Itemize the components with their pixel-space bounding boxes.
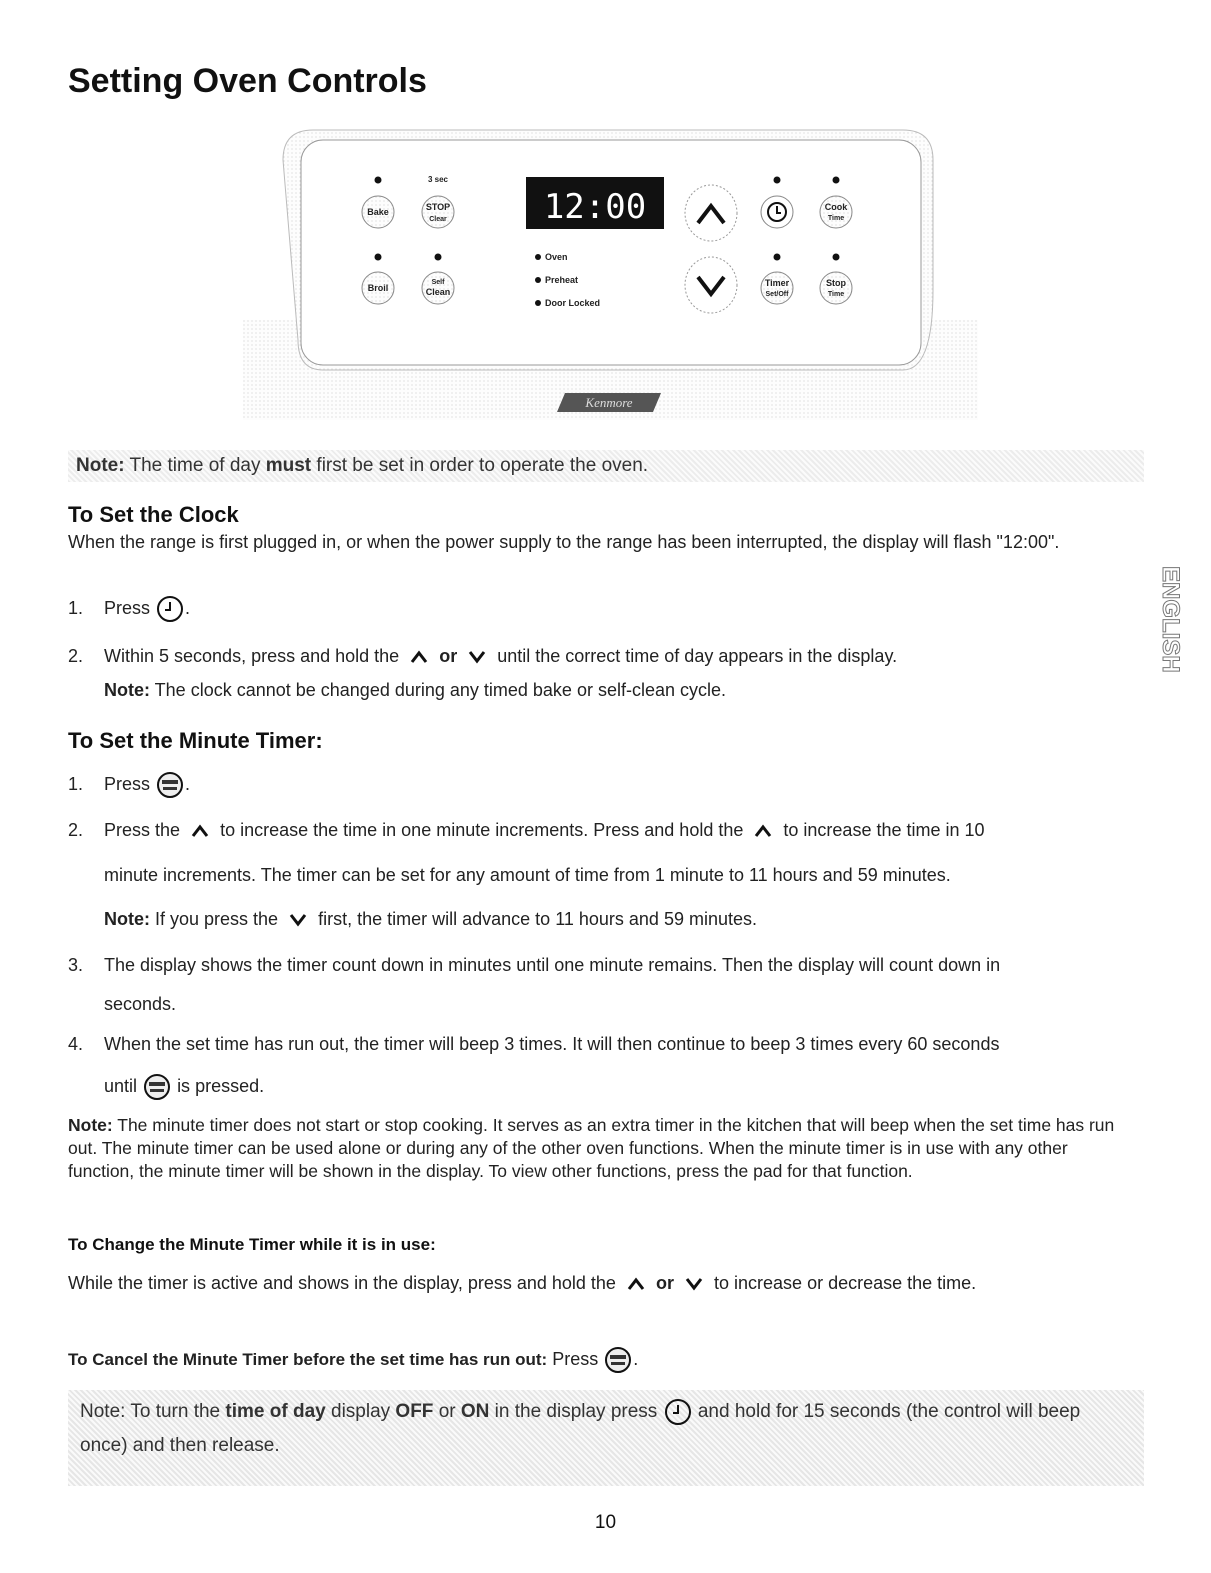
stop-time-key-label-2: Time <box>827 291 845 298</box>
page-number: 10 <box>594 1512 617 1533</box>
brand-logo: Kenmore <box>585 395 633 410</box>
broil-key-label: Broil <box>367 283 389 293</box>
note-display-on-off: Note: To turn the time of day display OFF or ON in the display press and hold for 15 seconds (the control will beep once) and then release. <box>68 1390 1144 1486</box>
timer-step-4-cont: until is pressed. <box>104 1072 264 1102</box>
side-tab-text: ENGLISH <box>1157 566 1184 673</box>
timer-button-icon <box>603 1345 633 1375</box>
display-time: 12:00 <box>543 187 647 227</box>
setoff-key-label: Set/Off <box>765 291 789 298</box>
note-text-end: first be set in order to operate the oven. <box>311 455 649 476</box>
note-label: Note: <box>76 455 125 476</box>
timer-step-2-cont: minute increments. The timer can be set for any amount of time from 1 minute to 11 hours and 59 minutes. <box>104 865 951 885</box>
set-clock-step-2: 2. Within 5 seconds, press and hold the or until the correct time of day appears in the display. <box>68 646 898 666</box>
timer-button-icon <box>142 1072 172 1102</box>
lock-label: 3 sec <box>427 175 449 184</box>
stop-time-key-label: Stop <box>826 278 846 288</box>
note-time-of-day <box>68 450 1144 482</box>
indicator-oven: Oven <box>545 252 568 262</box>
clock-icon <box>155 594 185 624</box>
language-side-tab <box>1155 562 1185 710</box>
change-timer-text: While the timer is active and shows in the display, press and hold the or to increase or decrease the time. <box>68 1273 977 1293</box>
indicator-door-locked: Door Locked <box>545 298 601 308</box>
cancel-timer-line: To Cancel the Minute Timer before the set time has run out: Press . <box>68 1345 638 1375</box>
heading-set-clock: To Set the Clock <box>68 502 239 527</box>
time-key-label: Time <box>827 215 845 222</box>
control-panel-illustration <box>243 120 978 425</box>
timer-step-2: 2. Press the to increase the time in one minute increments. Press and hold the to increase the time in 10 <box>68 820 985 840</box>
indicator-preheat: Preheat <box>545 275 579 285</box>
up-arrow-icon <box>404 649 434 665</box>
clear-key-label: Clear <box>429 216 447 223</box>
timer-note-2: Note: The minute timer does not start or stop cooking. It serves as an extra timer in the kitchen that will beep when the set time has run out. The minute timer can be used alone or during any of the other oven functions. When the minute timer is in use with any other function, the minute timer will be shown in the display. To view other functions, press the pad for that function. <box>68 1115 1115 1181</box>
down-arrow-icon <box>283 912 313 928</box>
set-clock-note: Note: The clock cannot be changed during any timed bake or self-clean cycle. <box>104 680 726 700</box>
cook-key-label: Cook <box>824 202 848 212</box>
timer-step-3-cont: seconds. <box>104 994 177 1014</box>
timer-step-1: 1. Press . <box>68 770 190 800</box>
timer-step-4: 4. When the set time has run out, the timer will beep 3 times. It will then continue to beep 3 times every 60 seconds <box>68 1034 1000 1054</box>
heading-cancel-timer: To Cancel the Minute Timer before the set time has run out: <box>68 1349 548 1369</box>
timer-note: Note: If you press the first, the timer will advance to 11 hours and 59 minutes. <box>104 909 757 929</box>
clock-icon <box>663 1397 693 1427</box>
down-arrow-icon <box>462 649 492 665</box>
note-text: The time of day <box>124 455 266 476</box>
set-clock-intro: When the range is first plugged in, or when the power supply to the range has been interrupted, the display will flash "12:00". <box>68 532 1060 552</box>
self-key-label: Self <box>431 279 445 286</box>
clean-key-label: Clean <box>425 287 451 297</box>
heading-minute-timer: To Set the Minute Timer: <box>68 728 323 753</box>
set-clock-step-1: 1. Press . <box>68 594 190 624</box>
up-arrow-icon <box>621 1276 651 1292</box>
note-must: must <box>265 455 312 476</box>
page-title: Setting Oven Controls <box>68 62 427 100</box>
timer-step-3: 3. The display shows the timer count down in minutes until one minute remains. Then the display will count down in <box>68 955 1001 975</box>
heading-change-timer: To Change the Minute Timer while it is in use: <box>68 1235 436 1254</box>
down-arrow-icon <box>679 1276 709 1292</box>
timer-key-label: Timer <box>764 278 790 288</box>
up-arrow-icon <box>748 823 778 839</box>
timer-button-icon <box>155 770 185 800</box>
up-arrow-icon <box>185 823 215 839</box>
bake-key-label: Bake <box>367 207 389 217</box>
stop-key-label: STOP <box>425 202 451 212</box>
